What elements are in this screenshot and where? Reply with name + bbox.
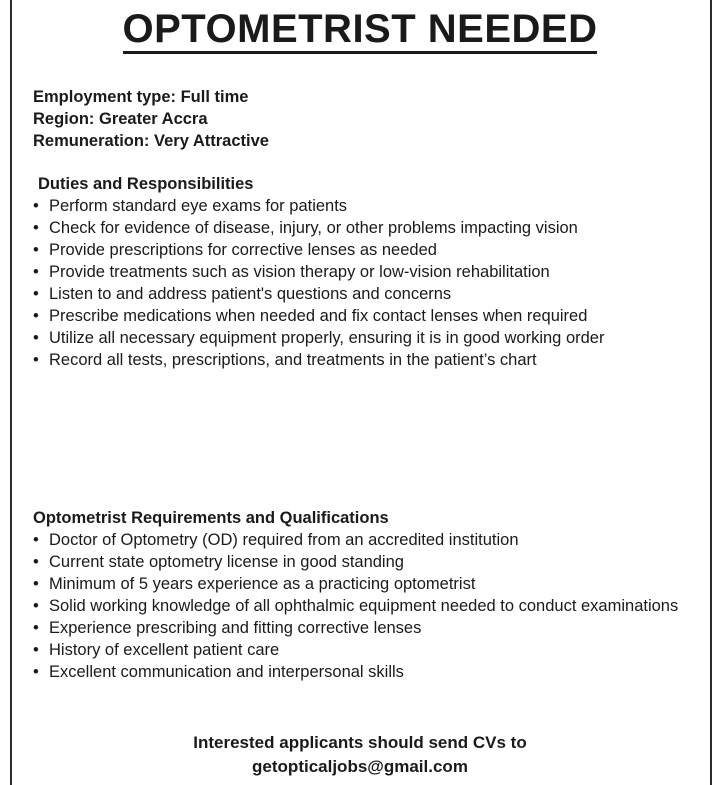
list-item [33,551,693,573]
list-item [33,595,693,617]
list-item-text: Utilize all necessary equipment properly, ensuring it is in good working order [49,329,605,347]
application-line: Interested applicants should send CVs to [193,733,527,752]
list-item-text: History of excellent patient care [49,641,280,659]
list-item-text: Record all tests, prescriptions, and treatments in the patient’s chart [49,351,537,369]
bullet-icon: • [33,241,39,259]
page-title [0,6,720,52]
bullet-icon: • [33,263,39,281]
bullet-icon: • [33,329,39,347]
employment-type: Employment type: Full time [33,88,249,106]
requirements-list [33,529,693,683]
list-item-text: Excellent communication and interpersonal skills [49,663,404,681]
list-item [33,617,693,639]
bullet-icon: • [33,531,39,549]
list-item [33,305,693,327]
list-item-text: Perform standard eye exams for patients [49,197,348,215]
list-item [33,217,693,239]
bullet-icon: • [33,619,39,637]
application-instructions [0,731,720,779]
right-border-rule [710,0,712,785]
list-item [33,195,693,217]
list-item [33,349,693,371]
bullet-icon: • [33,219,39,237]
list-item [33,261,693,283]
bullet-icon: • [33,641,39,659]
list-item-text: Current state optometry license in good standing [49,553,404,571]
left-border-rule [10,0,12,785]
region: Region: Greater Accra [33,110,208,128]
contact-email[interactable]: getopticaljobs@gmail.com [252,757,468,776]
list-item-text: Minimum of 5 years experience as a practicing optometrist [49,575,476,593]
duties-section [33,173,693,371]
list-item [33,661,693,683]
list-item-text: Doctor of Optometry (OD) required from an accredited institution [49,531,519,549]
list-item-text: Listen to and address patient's questions and concerns [49,285,452,303]
bullet-icon: • [33,553,39,571]
list-item [33,283,693,305]
duties-heading: Duties and Responsibilities [38,175,254,193]
bullet-icon: • [33,285,39,303]
list-item [33,327,693,349]
list-item [33,573,693,595]
job-details [33,86,269,152]
bullet-icon: • [33,597,39,615]
list-item [33,639,693,661]
list-item-text: Solid working knowledge of all ophthalmic equipment needed to conduct examinations [49,597,679,615]
list-item-text: Provide treatments such as vision therapy or low-vision rehabilitation [49,263,550,281]
remuneration: Remuneration: Very Attractive [33,132,269,150]
duties-list [33,195,693,371]
bullet-icon: • [33,307,39,325]
list-item-text: Experience prescribing and fitting corrective lenses [49,619,422,637]
bullet-icon: • [33,351,39,369]
requirements-section [33,507,693,683]
list-item [33,529,693,551]
list-item-text: Check for evidence of disease, injury, or other problems impacting vision [49,219,578,237]
bullet-icon: • [33,575,39,593]
requirements-heading: Optometrist Requirements and Qualifications [33,509,389,527]
page-title-text: OPTOMETRIST NEEDED [123,7,598,54]
bullet-icon: • [33,197,39,215]
list-item-text: Provide prescriptions for corrective lenses as needed [49,241,437,259]
list-item [33,239,693,261]
list-item-text: Prescribe medications when needed and fix contact lenses when required [49,307,588,325]
bullet-icon: • [33,663,39,681]
